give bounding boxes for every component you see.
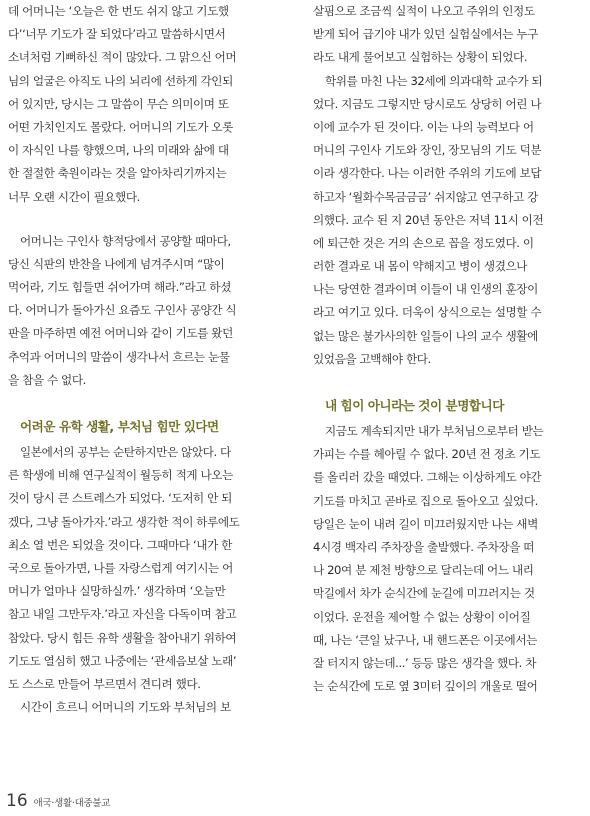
text-line: 님의 얼굴은 아직도 나의 뇌리에 선하게 각인되: [8, 73, 233, 88]
section-gap: [8, 392, 278, 413]
text-line: 한 절절한 축원이라는 것을 알아차리기까지는: [8, 166, 227, 181]
text-line: 참았다. 당시 힘든 유학 생활을 참아내기 위하여: [8, 630, 237, 645]
section-heading-not-my-power: 내 힘이 아니라는 것이 분명합니다: [325, 398, 504, 413]
right-para-2: [313, 70, 583, 371]
text-line: 4시경 백자리 주차장을 출발했다. 주차장을 떠: [313, 539, 535, 554]
text-line: 당신 식판의 반찬을 나에게 넘겨주시며 “많이: [8, 256, 225, 271]
text-line: 지금도 계속되지만 내가 부처님으로부터 받는: [325, 424, 544, 438]
text-line: 이었다. 운전을 제어할 수 없는 상황이 이어질: [313, 609, 531, 624]
text-line: 머니가 얼마나 실망하실까.’ 생각하며 ‘오늘만: [8, 584, 226, 599]
left-para-2: [8, 230, 278, 392]
text-line: 당일은 눈이 내려 길이 미끄러웠지만 나는 새벽: [313, 516, 538, 531]
text-line: 참고 내일 그만두자.’라고 자신을 다독이며 참고: [8, 607, 237, 622]
text-line: 판을 마주하면 예전 어머니와 같이 기도를 왔던: [8, 326, 233, 341]
text-line: 때, 나는 ‘큰일 났구나, 내 핸드폰은 이곳에서는: [313, 632, 537, 647]
text-line: 어머니는 구인사 향적당에서 공양할 때마다,: [20, 233, 231, 248]
text-line: 것이 당시 큰 스트레스가 되었다. ‘도저히 안 되: [8, 491, 232, 506]
page-footer: [6, 791, 110, 813]
text-line: 살핌으로 조금씩 실적이 나오고 주위의 인정도: [313, 4, 535, 18]
text-line: 있었음을 고백해야 한다.: [313, 351, 431, 366]
text-line: 는 순식간에 도로 옆 3미터 깊이의 개울로 떨어: [313, 679, 538, 694]
text-line: 어 있지만, 당시는 그 말씀이 무슨 의미이며 또: [8, 96, 229, 111]
text-line: 머니의 구인사 기도와 장인, 장모님의 기도 덕분: [313, 143, 542, 158]
text-line: 막길에서 차가 순식간에 눈길에 미끄러지는 것: [313, 586, 535, 601]
text-line: 이 자식인 나를 향했으며, 나의 미래와 삶에 대: [8, 143, 229, 158]
text-line: 라도 내게 물어보고 실험하는 상황이 되었다.: [313, 50, 528, 65]
section-gap: [313, 371, 583, 392]
text-line: 시간이 흐르니 어머니의 기도와 부처님의 보: [20, 700, 231, 715]
text-line: 를 올리러 갔을 때였다. 그해는 이상하게도 야간: [313, 470, 542, 485]
text-line: 러한 결과로 내 몸이 약해지고 병이 생겼으나: [313, 259, 528, 274]
text-line: 너무 오랜 시간이 필요했다.: [8, 189, 140, 204]
text-line: 을 참을 수 없다.: [8, 372, 86, 387]
left-para-3: [8, 441, 278, 696]
text-line: 나는 당연한 결과이며 이들이 내 인생의 훈장이: [313, 282, 538, 297]
text-line: 일본에서의 공부는 순탄하지만은 않았다. 다: [20, 445, 231, 459]
text-line: 이에 교수가 된 것이다. 이는 나의 능력보다 어: [313, 119, 534, 134]
text-line: 하고자 ‘월화수목금금금’ 쉬지않고 연구하고 강: [313, 189, 538, 204]
paragraph-gap: [8, 209, 278, 230]
text-line: 추억과 어머니의 말씀이 생각나서 흐르는 눈물: [8, 349, 230, 364]
text-line: 잘 터지지 않는데...’ 등등 많은 생각을 했다. 차: [313, 655, 537, 670]
text-line: 기도도 열심히 했고 나중에는 ‘관세음보살 노래’: [8, 653, 237, 668]
text-line: 가피는 수를 헤아릴 수 없다. 20년 전 정초 기도: [313, 447, 541, 462]
publication-name: 애국·생활·대중불교: [33, 798, 111, 809]
text-line: 겠다, 그냥 돌아가자.’라고 생각한 적이 하루에도: [8, 514, 240, 529]
right-para-3: [313, 420, 583, 698]
text-line: 의했다. 교수 된 지 20년 동안은 저녁 11시 이전: [313, 212, 544, 227]
text-line: 다’‘너무 기도가 잘 되었다’라고 말씀하시면서: [8, 27, 226, 42]
text-line: 데 어머니는 ‘오늘은 한 번도 쉬지 않고 기도했: [8, 4, 229, 18]
left-para-1: [8, 0, 278, 209]
text-line: 기도를 마치고 곧바로 집으로 돌아오고 싶었다.: [313, 493, 538, 508]
text-line: 어떤 가치인지도 몰랐다. 어머니의 기도가 오롯: [8, 119, 233, 134]
page-number: 16: [6, 791, 28, 811]
text-line: 학위를 마친 나는 32세에 의과대학 교수가 되: [325, 73, 543, 88]
text-line: 소녀처럼 기뻐하신 적이 많았다. 그 맑으신 어머: [8, 50, 237, 65]
text-line: 라고 여기고 있다. 더욱이 상식으로는 설명할 수: [313, 305, 542, 320]
text-line: 국으로 돌아가면, 나를 자랑스럽게 여기시는 어: [8, 560, 233, 575]
text-line: 먹어라, 기도 힘들면 쉬어가며 해라.”라고 하셨: [8, 280, 231, 295]
text-line: 른 학생에 비해 연구실적이 월등히 적게 나오는: [8, 468, 233, 483]
text-line: 이라 생각한다. 나는 이러한 주위의 기도에 보답: [313, 166, 542, 181]
text-line: 없는 많은 불가사의한 일들이 나의 교수 생활에: [313, 328, 538, 343]
text-line: 최소 열 번은 되었을 것이다. 그때마다 ‘내가 한: [8, 537, 232, 552]
text-line: 에 퇴근한 것은 거의 손으로 꼽을 정도였다. 이: [313, 235, 534, 250]
right-para-1: [313, 0, 583, 70]
left-column: [8, 0, 278, 719]
text-line: 도 스스로 만들어 부르면서 견디려 했다.: [8, 676, 201, 691]
left-para-4: [8, 696, 278, 719]
text-line: 나 20여 분 제천 방향으로 달리는데 어느 내리: [313, 563, 534, 578]
text-line: 었다. 지금도 그렇지만 당시로도 상당히 어린 나: [313, 96, 542, 111]
text-line: 받게 되어 급기야 내가 있던 실험실에서는 누구: [313, 27, 538, 42]
section-heading-study-abroad: 어려운 유학 생활, 부처님 힘만 있다면: [20, 419, 219, 434]
right-column: [313, 0, 583, 698]
text-line: 다. 어머니가 돌아가신 요즘도 구인사 공양간 식: [8, 303, 237, 318]
